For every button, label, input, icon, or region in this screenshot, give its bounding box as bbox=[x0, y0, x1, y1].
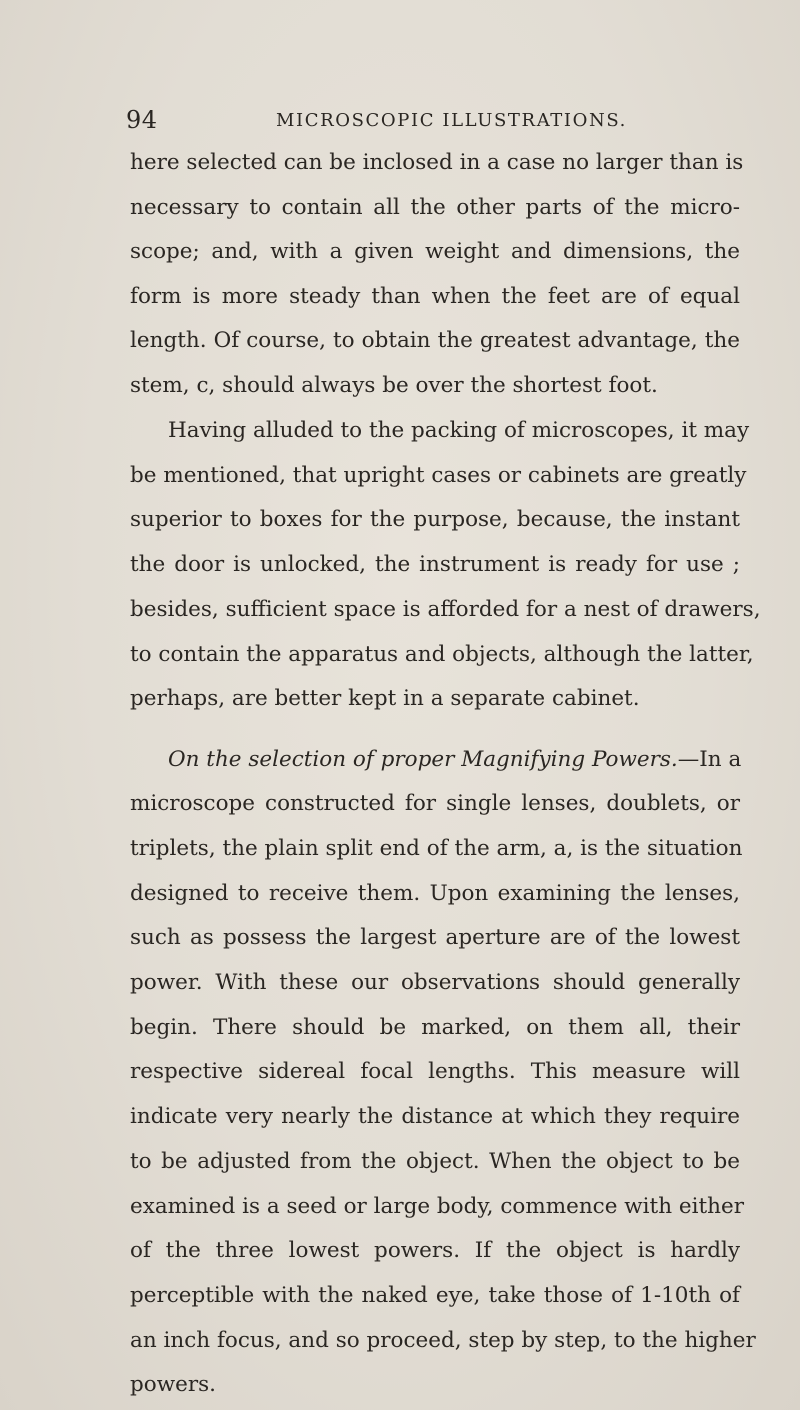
text-line: triplets, the plain split end of the arm, a, is the situation bbox=[130, 836, 743, 861]
text-line: powers. bbox=[130, 1372, 216, 1397]
text-line: Having alluded to the packing of microscopes, it may bbox=[168, 418, 750, 443]
text-line: be mentioned, that upright cases or cabinets are greatly bbox=[130, 463, 747, 488]
text-line: such as possess the largest aperture are of the lowest bbox=[130, 925, 740, 950]
text-line: here selected can be inclosed in a case no larger than is bbox=[130, 150, 744, 175]
text-line: form is more steady than when the feet are of equal bbox=[130, 284, 740, 309]
section-heading: On the selection of proper Magnifying Powers. bbox=[168, 747, 678, 772]
text-run: —In a bbox=[677, 747, 742, 772]
text-line: to be adjusted from the object. When the object to be bbox=[130, 1149, 740, 1174]
text-line: indicate very nearly the distance at which they require bbox=[130, 1104, 740, 1129]
text-line: respective sidereal focal lengths. This measure will bbox=[130, 1059, 740, 1084]
page-header bbox=[126, 106, 686, 138]
text-line: designed to receive them. Upon examining the lenses, bbox=[130, 881, 740, 906]
text-line: length. Of course, to obtain the greatest advantage, the bbox=[130, 328, 740, 353]
page-number: 94 bbox=[126, 106, 158, 134]
text-line: stem, c, should always be over the shortest foot. bbox=[130, 373, 658, 398]
text-line: the door is unlocked, the instrument is ready for use ; bbox=[130, 552, 740, 577]
text-line: examined is a seed or large body, commence with either bbox=[130, 1194, 744, 1219]
text-line: necessary to contain all the other parts of the micro- bbox=[130, 195, 740, 220]
text-line: scope; and, with a given weight and dimensions, the bbox=[130, 239, 740, 264]
text-line: besides, sufficient space is afforded for a nest of drawers, bbox=[130, 597, 761, 622]
text-line: to contain the apparatus and objects, although the latter, bbox=[130, 642, 754, 667]
running-title: MICROSCOPIC ILLUSTRATIONS. bbox=[276, 110, 627, 131]
section-heading-line bbox=[168, 745, 740, 775]
text-line: perceptible with the naked eye, take those of 1-10th of bbox=[130, 1283, 740, 1308]
text-line: an inch focus, and so proceed, step by step, to the higher bbox=[130, 1328, 756, 1353]
text-line: of the three lowest powers. If the object is hardly bbox=[130, 1238, 740, 1263]
text-line: microscope constructed for single lenses, doublets, or bbox=[130, 791, 740, 816]
text-line: superior to boxes for the purpose, because, the instant bbox=[130, 507, 740, 532]
text-line: perhaps, are better kept in a separate cabinet. bbox=[130, 686, 640, 711]
text-line: begin. There should be marked, on them all, their bbox=[130, 1015, 740, 1040]
text-line: power. With these our observations should generally bbox=[130, 970, 740, 995]
